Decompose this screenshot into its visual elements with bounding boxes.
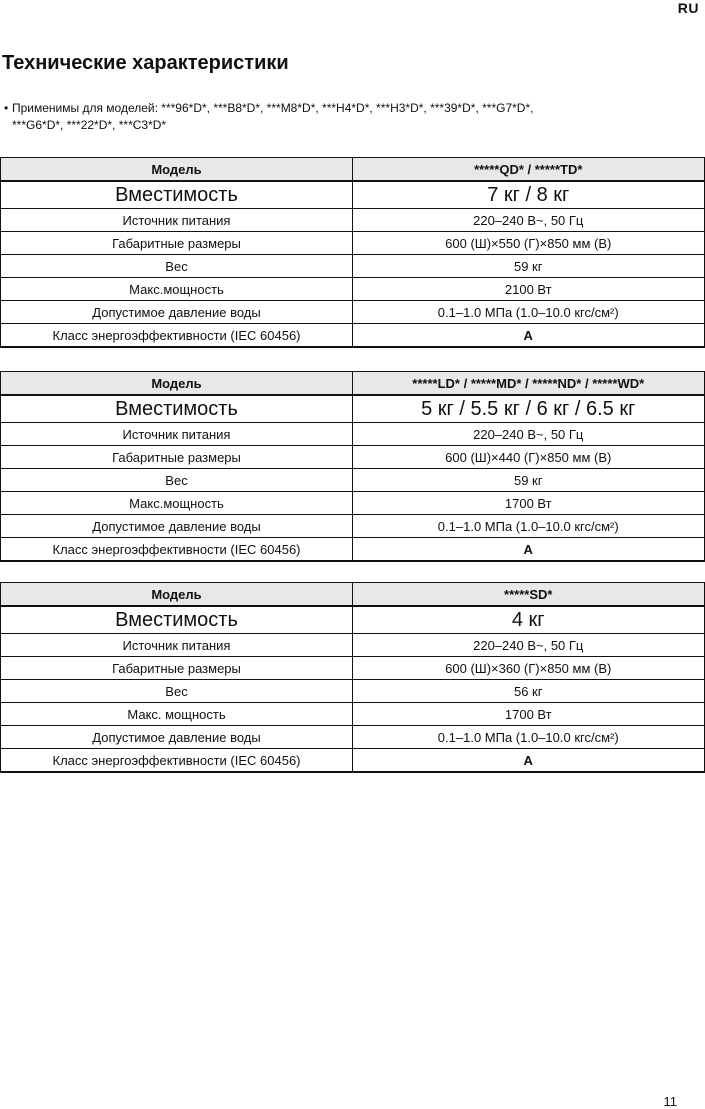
table-header-row <box>1 372 705 396</box>
row-value: 2100 Вт <box>353 278 705 301</box>
table-row <box>1 657 705 680</box>
model-value: *****LD* / *****MD* / *****ND* / *****WD* <box>353 372 705 396</box>
page-title: Технические характеристики <box>2 52 289 74</box>
row-value: A <box>353 749 705 773</box>
table-row <box>1 606 705 634</box>
row-label: Допустимое давление воды <box>1 515 353 538</box>
row-value: 220–240 В~, 50 Гц <box>353 209 705 232</box>
row-value: 5 кг / 5.5 кг / 6 кг / 6.5 кг <box>353 395 705 423</box>
table-row <box>1 301 705 324</box>
language-code: RU <box>677 0 699 16</box>
table-row <box>1 395 705 423</box>
row-label: Класс энергоэффективности (IEC 60456) <box>1 324 353 348</box>
model-label: Модель <box>1 158 353 182</box>
row-value: 7 кг / 8 кг <box>353 181 705 209</box>
row-value: 0.1–1.0 МПа (1.0–10.0 кгс/см²) <box>353 726 705 749</box>
table-row <box>1 209 705 232</box>
table-row <box>1 278 705 301</box>
model-value: *****QD* / *****TD* <box>353 158 705 182</box>
row-label: Вместимость <box>1 395 353 423</box>
table-row <box>1 726 705 749</box>
row-label: Вместимость <box>1 181 353 209</box>
model-value: *****SD* <box>353 583 705 607</box>
row-value: 600 (Ш)×360 (Г)×850 мм (В) <box>353 657 705 680</box>
page-number: 11 <box>663 1094 677 1109</box>
bullet-icon: • <box>4 101 9 115</box>
row-label: Габаритные размеры <box>1 657 353 680</box>
table-row <box>1 703 705 726</box>
row-label: Источник питания <box>1 423 353 446</box>
table-header-row <box>1 583 705 607</box>
table-row <box>1 181 705 209</box>
row-label: Вес <box>1 469 353 492</box>
table-row <box>1 423 705 446</box>
applicability-text-1: Применимы для моделей: ***96*D*, ***B8*D*, ***M8*D*, ***H4*D*, ***H3*D*, ***39*D*, ***G7*D*, <box>12 101 534 115</box>
table-row <box>1 232 705 255</box>
row-label: Вес <box>1 255 353 278</box>
row-label: Допустимое давление воды <box>1 726 353 749</box>
table-row <box>1 515 705 538</box>
table-header-row <box>1 158 705 182</box>
row-label: Вес <box>1 680 353 703</box>
row-label: Вместимость <box>1 606 353 634</box>
row-label: Допустимое давление воды <box>1 301 353 324</box>
model-label: Модель <box>1 372 353 396</box>
row-value: 0.1–1.0 МПа (1.0–10.0 кгс/см²) <box>353 515 705 538</box>
row-label: Макс. мощность <box>1 703 353 726</box>
row-value: 600 (Ш)×550 (Г)×850 мм (В) <box>353 232 705 255</box>
row-value: 0.1–1.0 МПа (1.0–10.0 кгс/см²) <box>353 301 705 324</box>
table-row <box>1 749 705 773</box>
applicability-line-1 <box>4 100 644 117</box>
row-label: Габаритные размеры <box>1 232 353 255</box>
row-value: 4 кг <box>353 606 705 634</box>
table-row <box>1 446 705 469</box>
row-label: Макс.мощность <box>1 278 353 301</box>
row-value: 59 кг <box>353 255 705 278</box>
row-label: Источник питания <box>1 209 353 232</box>
row-label: Класс энергоэффективности (IEC 60456) <box>1 749 353 773</box>
table-row <box>1 255 705 278</box>
row-value: 220–240 В~, 50 Гц <box>353 634 705 657</box>
table-row <box>1 538 705 562</box>
row-label: Источник питания <box>1 634 353 657</box>
row-label: Габаритные размеры <box>1 446 353 469</box>
row-value: 1700 Вт <box>353 703 705 726</box>
row-value: 220–240 В~, 50 Гц <box>353 423 705 446</box>
table-row <box>1 492 705 515</box>
table-row <box>1 680 705 703</box>
row-label: Класс энергоэффективности (IEC 60456) <box>1 538 353 562</box>
spec-table-2 <box>0 371 705 562</box>
applicability-note <box>4 100 644 134</box>
applicability-text-2: ***G6*D*, ***22*D*, ***C3*D* <box>12 118 167 132</box>
row-value: A <box>353 538 705 562</box>
row-value: 1700 Вт <box>353 492 705 515</box>
row-value: A <box>353 324 705 348</box>
row-value: 59 кг <box>353 469 705 492</box>
model-label: Модель <box>1 583 353 607</box>
table-row <box>1 634 705 657</box>
table-row <box>1 324 705 348</box>
row-label: Макс.мощность <box>1 492 353 515</box>
spec-table-3 <box>0 582 705 773</box>
table-row <box>1 469 705 492</box>
row-value: 56 кг <box>353 680 705 703</box>
row-value: 600 (Ш)×440 (Г)×850 мм (В) <box>353 446 705 469</box>
spec-table-1 <box>0 157 705 348</box>
